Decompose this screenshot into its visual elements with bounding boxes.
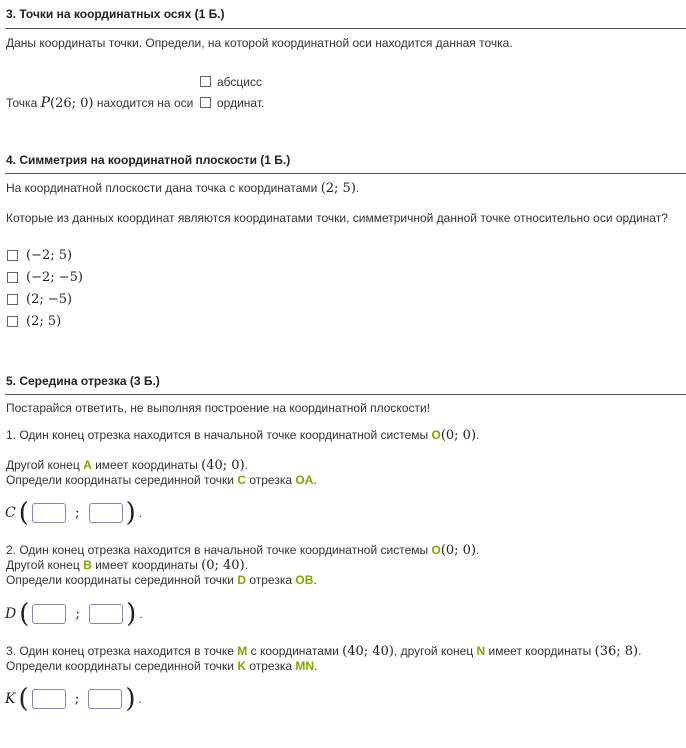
q5-p2-l2b: имеет координаты <box>95 558 198 572</box>
q5-p1-rparen: ) <box>125 498 136 528</box>
q5-p1-l2a: Другой конец <box>6 458 80 472</box>
q5-p3-MN: MN <box>295 659 315 673</box>
q3-statement <box>6 95 193 111</box>
q5-p3-l2-period: . <box>314 659 318 673</box>
q5-p1-A-coords: (40; 0) <box>201 458 245 473</box>
q5-title: 5. Середина отрезка (3 Б.) <box>6 374 160 388</box>
q5-p3-l1b: с координатами <box>250 644 339 658</box>
q4-option-4-label: (2; 5) <box>26 314 62 329</box>
q5-p3-l1-period: . <box>638 644 642 658</box>
q5-p1-O-coords: (0; 0) <box>440 428 477 443</box>
q5-p3-l2a: Определи координаты серединной точки <box>6 659 234 673</box>
q5-p1-C: C <box>237 473 246 487</box>
q4-option-1-label: (−2; 5) <box>26 248 73 263</box>
q5-p1-l2b: имеет координаты <box>95 458 198 472</box>
q5-p2-l1-period: . <box>476 543 480 557</box>
q5-p3-lparen: ( <box>18 684 29 714</box>
q5-p3-rparen: ) <box>125 684 136 714</box>
q5-p1-end: . <box>476 428 480 442</box>
q5-p2-line2 <box>6 558 248 573</box>
q5-p1-l1-text: 1. Один конец отрезка находится в начальной точке координатной системы <box>6 428 429 442</box>
q4-point: (2; 5) <box>320 181 356 196</box>
q5-p2-separator: ; <box>75 606 81 622</box>
q5-p3-l1a: 3. Один конец отрезка находится в точке <box>6 644 234 658</box>
q5-p3-l2b: отрезка <box>249 659 293 673</box>
q5-p2-O-coords: (0; 0) <box>440 543 477 558</box>
q3-title: 3. Точки на координатных осях (1 Б.) <box>6 7 225 21</box>
q4-option-3-label: (2; −5) <box>26 292 73 307</box>
q5-p2-answer-label: D <box>5 606 17 622</box>
q4-line1-text: На координатной плоскости дана точка с координатами <box>6 181 318 195</box>
q4-option-2-checkbox[interactable] <box>7 272 18 283</box>
q5-p2-l3a: Определи координаты серединной точки <box>6 573 234 587</box>
q5-p1-l3-period: . <box>313 473 317 487</box>
q3-option-ordinate-label: ординат. <box>217 96 265 110</box>
q5-p3-l1d: имеет координаты <box>488 644 592 658</box>
q3-prefix: Точка <box>6 96 38 110</box>
q5-p2-OB: OB <box>295 573 314 587</box>
q5-p1-separator: ; <box>74 505 80 521</box>
q3-instruction: Даны координаты точки. Определи, на которой координатной оси находится данная точка. <box>6 36 513 50</box>
q5-p3-M-coords: (40; 40) <box>342 644 394 659</box>
q5-p3-answer-period: . <box>138 692 142 706</box>
q4-line1 <box>6 181 359 196</box>
q4-title: 4. Симметрия на координатной плоскости (1 Б.) <box>6 153 291 167</box>
q3-divider <box>5 28 686 29</box>
q4-question: Которые из данных координат являются координатами точки, симметричной данной точке относительно оси ординат? <box>6 211 668 225</box>
q5-p2-l3b: отрезка <box>249 573 293 587</box>
q4-option-3-checkbox[interactable] <box>7 294 18 305</box>
q5-p1-A: A <box>83 458 92 472</box>
q5-p1-lparen: ( <box>18 498 29 528</box>
q5-p3-l1c: , другой конец <box>393 644 474 658</box>
q5-p1-answer-label: C <box>5 505 16 521</box>
q5-p1-answer <box>5 500 142 526</box>
q5-p2-B-coords: (0; 40) <box>201 558 245 573</box>
q5-p2-answer <box>5 601 143 627</box>
q5-p2-answer-period: . <box>139 607 143 621</box>
q5-p2-x-input[interactable] <box>32 604 66 624</box>
q5-p1-x-input[interactable] <box>32 503 66 523</box>
q5-p1-y-input[interactable] <box>89 503 123 523</box>
q5-p3-answer-label: K <box>5 691 16 707</box>
q5-p2-l3-period: . <box>313 573 317 587</box>
q5-p2-l2a: Другой конец <box>6 558 80 572</box>
q5-p2-l2-period: . <box>244 558 248 572</box>
q3-option-ordinate-checkbox[interactable] <box>200 97 211 108</box>
q5-p1-l2-period: . <box>244 458 248 472</box>
q5-p1-answer-period: . <box>138 506 143 520</box>
q3-point-name: P <box>40 95 51 111</box>
q5-p3-K: K <box>237 659 246 673</box>
q5-p2-line3 <box>6 573 317 587</box>
q5-p3-M: M <box>237 644 248 658</box>
q5-p2-y-input[interactable] <box>89 604 123 624</box>
q5-p1-l3a: Определи координаты серединной точки <box>6 473 234 487</box>
q5-p2-rparen: ) <box>126 599 137 629</box>
q5-p1-l3b: отрезка <box>249 473 293 487</box>
q5-p3-separator: ; <box>74 691 80 707</box>
q5-p2-line1 <box>6 543 479 558</box>
q5-p3-N: N <box>476 644 486 658</box>
q4-divider <box>5 173 686 174</box>
q5-p1-OA: OA <box>295 473 314 487</box>
q3-suffix: находится на оси <box>96 96 194 110</box>
q4-line1-end: . <box>355 181 360 195</box>
q5-p3-x-input[interactable] <box>32 689 66 709</box>
q5-p1-O: O <box>431 428 441 442</box>
q5-p2-B: B <box>83 558 92 572</box>
q4-option-2-label: (−2; −5) <box>26 270 83 285</box>
q3-point-coords: (26; 0) <box>50 96 94 111</box>
q4-option-1-checkbox[interactable] <box>7 250 18 261</box>
q5-p3-N-coords: (36; 8) <box>594 644 639 659</box>
q5-intro: Постарайся ответить, не выполняя построение на координатной плоскости! <box>6 401 431 415</box>
q5-p1-line2 <box>6 458 248 473</box>
q5-p2-D: D <box>237 573 246 587</box>
q5-p1-line3 <box>6 473 317 487</box>
q5-p2-O: O <box>431 543 441 557</box>
q4-option-4-checkbox[interactable] <box>7 316 18 327</box>
q5-p2-lparen: ( <box>19 599 30 629</box>
q3-option-abscissa-checkbox[interactable] <box>200 76 211 87</box>
q5-p1-line1 <box>6 428 479 443</box>
q5-p3-y-input[interactable] <box>88 689 122 709</box>
q5-p3-line1 <box>6 644 641 659</box>
q5-p2-l1-text: 2. Один конец отрезка находится в начальной точке координатной системы <box>6 543 429 557</box>
q5-divider <box>5 394 686 395</box>
q5-p3-line2 <box>6 659 317 673</box>
q5-p3-answer <box>5 686 142 712</box>
q3-option-abscissa-label: абсцисс <box>217 75 262 89</box>
